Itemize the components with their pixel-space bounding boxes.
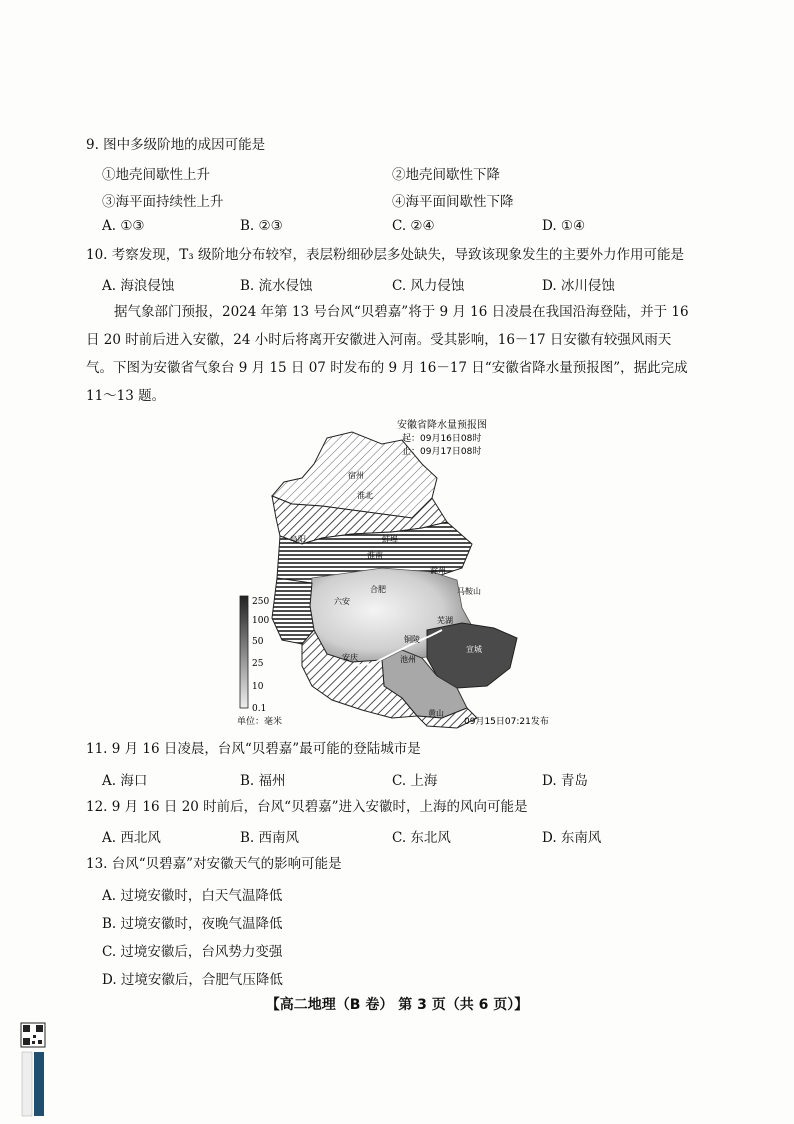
- legend-250: 250: [252, 597, 270, 607]
- city-fuyang: 阜阳: [290, 535, 306, 544]
- q9-option-d[interactable]: D. ①④: [542, 218, 586, 234]
- city-wuhu: 芜湖: [437, 616, 453, 625]
- q11-option-c[interactable]: C. 上海: [392, 773, 438, 789]
- map-published: 09月15日07:21发布: [464, 717, 549, 727]
- q10-option-b[interactable]: B. 流水侵蚀: [240, 278, 313, 294]
- passage-line-1: 据气象部门预报，2024 年第 13 号台风“贝碧嘉”将于 9 月 16 日凌晨在我国沿海登陆，并于 16: [114, 304, 689, 320]
- q13-option-d[interactable]: D. 过境安徽后，合肥气压降低: [102, 972, 283, 988]
- city-bengbu: 蚌埠: [382, 535, 398, 544]
- page-footer: 【高二地理（B 卷） 第 3 页（共 6 页）】: [265, 997, 529, 1013]
- q12-stem: 12. 9 月 16 日 20 时前后，台风“贝碧嘉”进入安徽时，上海的风向可能是: [86, 799, 528, 815]
- q11-option-a[interactable]: A. 海口: [102, 773, 148, 789]
- q10-stem: 10. 考察发现，T₃ 级阶地分布较窄，表层粉细砂层多处缺失，导致该现象发生的主要外力作用可能是: [86, 247, 684, 263]
- passage-line-3: 气。下图为安徽省气象台 9 月 15 日 07 时发布的 9 月 16－17 日“安徽省降水量预报图”，据此完成: [86, 360, 688, 376]
- qr-code: [20, 1022, 48, 1120]
- map-title: 安徽省降水量预报图: [397, 420, 487, 431]
- legend-bar: [240, 596, 248, 708]
- q13-option-c[interactable]: C. 过境安徽后，台风势力变强: [102, 944, 283, 960]
- city-huangshan: 黄山: [428, 709, 444, 718]
- legend-100: 100: [252, 616, 270, 626]
- map-region-west: [272, 578, 314, 644]
- q9-statement-2: ②地壳间歇性下降: [392, 167, 500, 183]
- q9-stem: 9. 图中多级阶地的成因可能是: [86, 137, 266, 153]
- city-xuancheng: 宣城: [466, 645, 482, 654]
- q11-stem: 11. 9 月 16 日凌晨，台风“贝碧嘉”最可能的登陆城市是: [86, 741, 421, 757]
- map-end-time: 止：09月17日08时: [402, 447, 482, 457]
- q11-option-b[interactable]: B. 福州: [240, 773, 286, 789]
- city-tongling: 铜陵: [404, 635, 420, 644]
- passage-line-4: 11～13 题。: [86, 388, 166, 404]
- q9-statement-3: ③海平面持续性上升: [102, 194, 224, 210]
- q12-option-d[interactable]: D. 东南风: [542, 830, 602, 846]
- city-luan: 六安: [334, 597, 350, 606]
- city-chizhou: 池州: [400, 655, 416, 664]
- city-suzhou: 宿州: [348, 471, 364, 480]
- precipitation-map: [232, 418, 577, 730]
- legend-10: 10: [252, 682, 264, 692]
- city-anqing: 安庆: [342, 653, 358, 662]
- q9-statement-1: ①地壳间歇性上升: [102, 167, 210, 183]
- q12-option-b[interactable]: B. 西南风: [240, 830, 300, 846]
- q10-option-d[interactable]: D. 冰川侵蚀: [542, 278, 615, 294]
- q13-option-a[interactable]: A. 过境安徽时，白天气温降低: [102, 888, 283, 904]
- q11-option-d[interactable]: D. 青岛: [542, 773, 588, 789]
- map-start-time: 起：09月16日08时: [402, 434, 482, 444]
- q10-option-a[interactable]: A. 海浪侵蚀: [102, 278, 175, 294]
- passage-line-2: 日 20 时前后进入安徽，24 小时后将离开安徽进入河南。受其影响，16－17 日安徽有较强风雨天: [86, 332, 672, 348]
- legend-0-1: 0.1: [252, 704, 267, 714]
- q12-option-a[interactable]: A. 西北风: [102, 830, 161, 846]
- city-maanshan: 马鞍山: [457, 587, 481, 596]
- city-chuzhou: 滁州: [430, 566, 446, 575]
- q13-stem: 13. 台风“贝碧嘉”对安徽天气的影响可能是: [86, 856, 342, 872]
- q12-option-c[interactable]: C. 东北风: [392, 830, 451, 846]
- legend-50: 50: [252, 637, 264, 647]
- q9-option-c[interactable]: C. ②④: [392, 218, 435, 234]
- legend-unit: 单位：毫米: [237, 717, 283, 727]
- q13-option-b[interactable]: B. 过境安徽时，夜晚气温降低: [102, 916, 283, 932]
- city-huainan: 淮南: [367, 551, 383, 560]
- q10-option-c[interactable]: C. 风力侵蚀: [392, 278, 465, 294]
- city-hefei: 合肥: [370, 585, 386, 594]
- legend-25: 25: [252, 659, 264, 669]
- precipitation-map-figure: [232, 418, 577, 730]
- q9-statement-4: ④海平面间歇性下降: [392, 194, 514, 210]
- q9-option-b[interactable]: B. ②③: [240, 218, 283, 234]
- city-huaibei: 淮北: [357, 491, 373, 500]
- q9-option-a[interactable]: A. ①③: [102, 218, 145, 234]
